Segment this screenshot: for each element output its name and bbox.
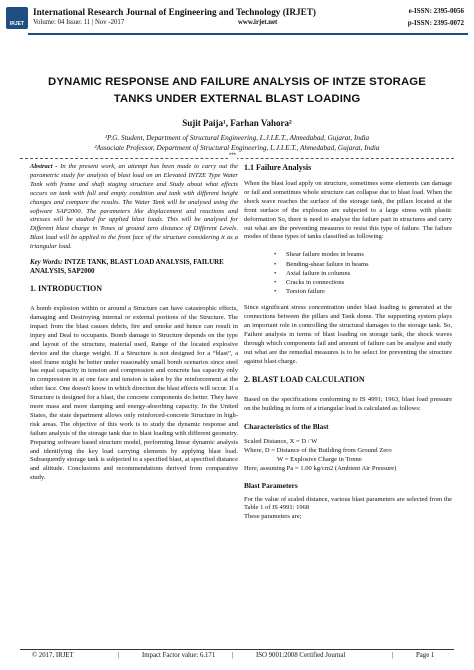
footer-separator: | bbox=[392, 652, 394, 659]
blast-parameters-heading: Blast Parameters bbox=[244, 480, 298, 490]
abstract-text: In the present work, an attempt has been made to carry out the parametric study for analysis of blast load on an Elevated INTZE Type Water Tank with frame and shaft staging structure and Study about what effects occurs on tank with full and empty condition and tank with different height changes and compare the results. The Water Tank will be analysed using the software SAP2000. The parameters like displacement and reactions and stresses will be studied for applied blast loads. This will be analysed for Different blast charge in Tones at ground zero distance of Different Levels. Blast load will be applied to the front face of the structure considering it as a triangular load. bbox=[30, 163, 238, 251]
failure-heading: 1.1 Failure Analysis bbox=[244, 163, 312, 172]
abstract bbox=[30, 163, 238, 252]
list-item: • Bending-shear failure in beams bbox=[274, 260, 452, 269]
footer-copyright: © 2017, IRJET bbox=[32, 652, 74, 659]
blast-heading: 2. BLAST LOAD CALCULATION bbox=[244, 374, 365, 384]
eissn: e-ISSN: 2395-0056 bbox=[408, 7, 464, 15]
list-item: • Cracks in connections bbox=[274, 278, 452, 287]
keywords-text: INTZE TANK, BLAST LOAD ANALYSIS, FAILURE ANALYSIS, SAP2000 bbox=[30, 259, 224, 276]
blast-text: Based on the specifications conforming to IS 4991; 1963, blast load pressure on the building in form of a triangular load is calculated as follows: bbox=[244, 395, 452, 412]
failure-text-2: Since significant stress concentration under blast loading is generated at the connections between the pillars and Tank dome. The supporting system plays an important role in controlling the structural damages to the storage tank. So, Failure analysis in terms of blast loading on storage tank, the shock waves through which components fail and amount of failure can be analyse and study out what are the remedial measures is to be select for preventing the structure against blast charge. bbox=[244, 304, 452, 365]
formula-charge: W = Explosive Charge in Tonne bbox=[277, 455, 362, 463]
footer-separator: | bbox=[232, 652, 234, 659]
pissn: p-ISSN: 2395-0072 bbox=[407, 19, 464, 27]
formula-ambient-pressure: Here, assuming Pa = 1.00 kg/cm2 (Ambient Air Pressure) bbox=[244, 464, 397, 472]
intro-heading: 1. INTRODUCTION bbox=[30, 284, 103, 294]
abstract-label: Abstract - bbox=[30, 163, 61, 170]
affiliation-2: ²Associate Professor, Department of Structural Engineering, L.J.I.E.T., Ahmedabad, Gujarat, India bbox=[94, 144, 380, 152]
irjet-logo: IRJET bbox=[6, 7, 28, 29]
header-rule bbox=[28, 33, 468, 35]
footer-impact-factor: Impact Factor value: 6.171 bbox=[142, 652, 216, 659]
formula-scaled-distance: Scaled Distance, X = D / W bbox=[244, 437, 318, 445]
journal-header bbox=[6, 7, 468, 31]
divider-stars: *** bbox=[229, 153, 237, 159]
footer-iso: ISO 9001:2008 Certified Journal bbox=[256, 652, 346, 659]
characteristics-heading: Characteristics of the Blast bbox=[244, 421, 329, 431]
list-item: • Torsion failure bbox=[274, 287, 452, 296]
list-item: • Axial failure in columns bbox=[274, 269, 452, 278]
journal-name: International Research Journal of Engineering and Technology (IRJET) bbox=[33, 7, 316, 17]
keywords-label: Key Words: bbox=[30, 259, 63, 267]
paper-title: DYNAMIC RESPONSE AND FAILURE ANALYSIS OF INTZE STORAGE TANKS UNDER EXTERNAL BLAST LOADING bbox=[48, 76, 426, 105]
volume-info: Volume: 04 Issue: 11 | Nov -2017 bbox=[33, 19, 125, 26]
formula-where: Where, D = Distance of the Building from Ground Zero bbox=[244, 446, 392, 454]
intro-text: A bomb explosion within or around a Structure can have catastrophic effects, damaging and Destroying internal or external portions of the Structure. The impact from the blast causes debris, fire and smoke and hence can result in injury and Deal to occupants. Bomb damage to Structure depends on the type and layout of the structure, material used, Range of the located explosive device and the charge weight. If a Structure is not designed for a “blast”, a steel frame might be better under reasonably small bomb scenarios since steel has equal capacity in tension and compression and concrete has capacity only in compression in at one face and tension is taken by the reinforcement at the other face. One doesn't know in which direction the blast effects will occur. If a Structure is designed for a blast, the concrete components do better. They have more mass and more damping and energy-absorbing capacity. In the United States, the state department allows only reinforced-concrete Structure in high-risk areas. The objective of this work is to study the dynamic response and failure analysis of the storage tank due to blast loading with different geometry. Preparing software based structure model, performing linear dynamic analysis and identifying the key load carrying elements by applying blast load. Subsequently storage tank is subjected to a specified blast, at specified distance and altitude. Conclusions and recommendations derived from comparative study. bbox=[30, 305, 238, 482]
footer-page-number: Page 1 bbox=[416, 652, 435, 659]
footer-separator: | bbox=[118, 652, 120, 659]
failure-modes-list bbox=[274, 250, 452, 296]
journal-url[interactable]: www.irjet.net bbox=[238, 19, 278, 26]
failure-text: When the blast load apply on structure, sometimes some elements can damage or fail and sometimes whole structure can collapse due to blast load. When the shock wave reaches the surface of the storage tank, the pillars located at the front surface of the explosion are subjected to a large stress with plastic deformation So, there is need to analyse the failure part in structures and carry out what are the preventing measures to resist this type of failure. The failure modes of these types of tanks classified as following: bbox=[244, 180, 452, 241]
affiliation-1: ¹P.G. Student, Department of Structural Engineering, L.J.I.E.T., Ahmedabad, Gujarat, India bbox=[104, 134, 370, 142]
parameters-text-2: These parameters are; bbox=[244, 513, 302, 521]
left-column bbox=[30, 163, 238, 483]
list-item: • Shear failure modes in beams bbox=[274, 250, 452, 259]
right-column bbox=[244, 163, 452, 522]
keywords bbox=[30, 258, 238, 276]
authors: Sujit Paija¹, Farhan Vahora² bbox=[182, 118, 292, 128]
parameters-text: For the value of scaled distance, various blast parameters are selected from the Table 1 of IS 4991: 1968 bbox=[244, 495, 452, 512]
footer-rule bbox=[20, 649, 454, 650]
